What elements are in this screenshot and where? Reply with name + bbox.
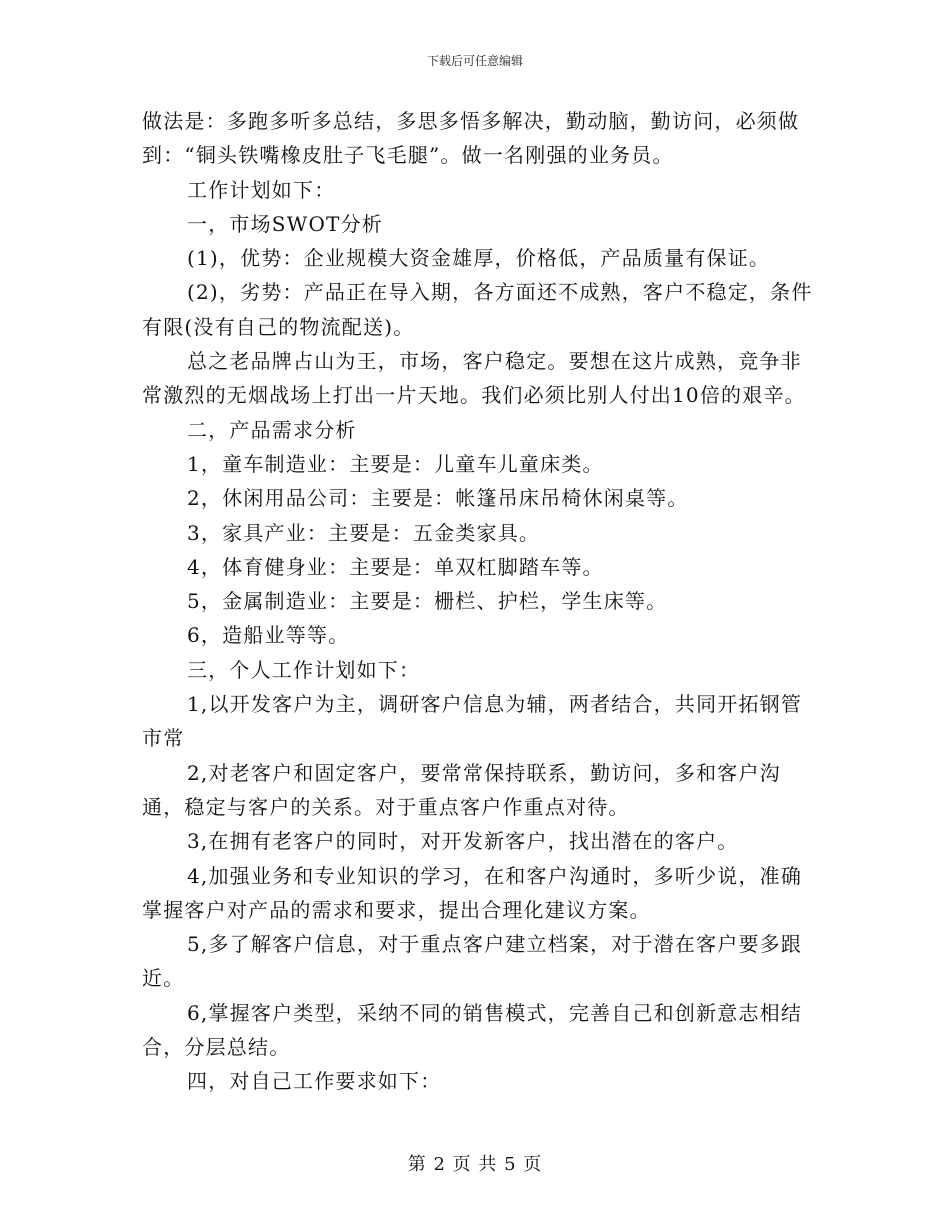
- list-item: 5,多了解客户信息，对于重点客户建立档案，对于潜在客户要多跟近。: [142, 932, 803, 991]
- section-heading: 二，产品需求分析: [187, 417, 357, 442]
- section-heading: 四，对自己工作要求如下：: [187, 1069, 442, 1094]
- list-item: 2，休闲用品公司：主要是：帐篷吊床吊椅休闲桌等。: [187, 486, 689, 511]
- paragraph: 工作计划如下：: [187, 177, 336, 202]
- paragraph: 总之老品牌占山为王，市场，客户稳定。要想在这片成熟，竞争非常激烈的无烟战场上打出一片天地。我们必须比别人付出10倍的艰辛。: [142, 349, 806, 408]
- section-heading: 一，市场SWOT分析: [187, 211, 383, 236]
- list-item: 4，体育健身业：主要是：单双杠脚踏车等。: [187, 554, 604, 579]
- list-item: 3,在拥有老客户的同时，对开发新客户，找出潜在的客户。: [187, 829, 739, 854]
- paragraph: (2)，劣势：产品正在导入期，各方面还不成熟，客户不稳定，条件有限(没有自己的物流配送)。: [142, 280, 813, 339]
- document-body: [142, 104, 822, 1099]
- list-item: 1,以开发客户为主，调研客户信息为辅，两者结合，共同开拓钢管市常: [142, 692, 803, 751]
- list-item: 2,对老客户和固定客户，要常常保持联系，勤访问，多和客户沟通，稳定与客户的关系。对于重点客户作重点对待。: [142, 760, 781, 819]
- page-footer: 第 2 页 共 5 页: [407, 1154, 543, 1175]
- list-item: 4,加强业务和专业知识的学习，在和客户沟通时，多听少说，准确掌握客户对产品的需求和要求，提出合理化建议方案。: [142, 863, 803, 922]
- paragraph: 做法是：多跑多听多总结，多思多悟多解决，勤动脑，勤访问，必须做到：“铜头铁嘴橡皮肚子飞毛腿”。做一名刚强的业务员。: [142, 109, 800, 168]
- list-item: 6，造船业等等。: [187, 623, 350, 648]
- list-item: 1，童车制造业：主要是：儿童车儿童床类。: [187, 451, 604, 476]
- page-header: 下载后可任意编辑: [426, 54, 523, 68]
- paragraph: (1)，优势：企业规模大资金雄厚，价格低，产品质量有保证。: [187, 246, 771, 271]
- list-item: 6,掌握客户类型，采纳不同的销售模式，完善自己和创新意志相结合，分层总结。: [142, 1000, 803, 1060]
- list-item: 3，家具产业：主要是：五金类家具。: [187, 520, 541, 545]
- list-item: 5，金属制造业：主要是：栅栏、护栏，学生床等。: [187, 589, 668, 614]
- section-heading: 三，个人工作计划如下：: [187, 657, 421, 682]
